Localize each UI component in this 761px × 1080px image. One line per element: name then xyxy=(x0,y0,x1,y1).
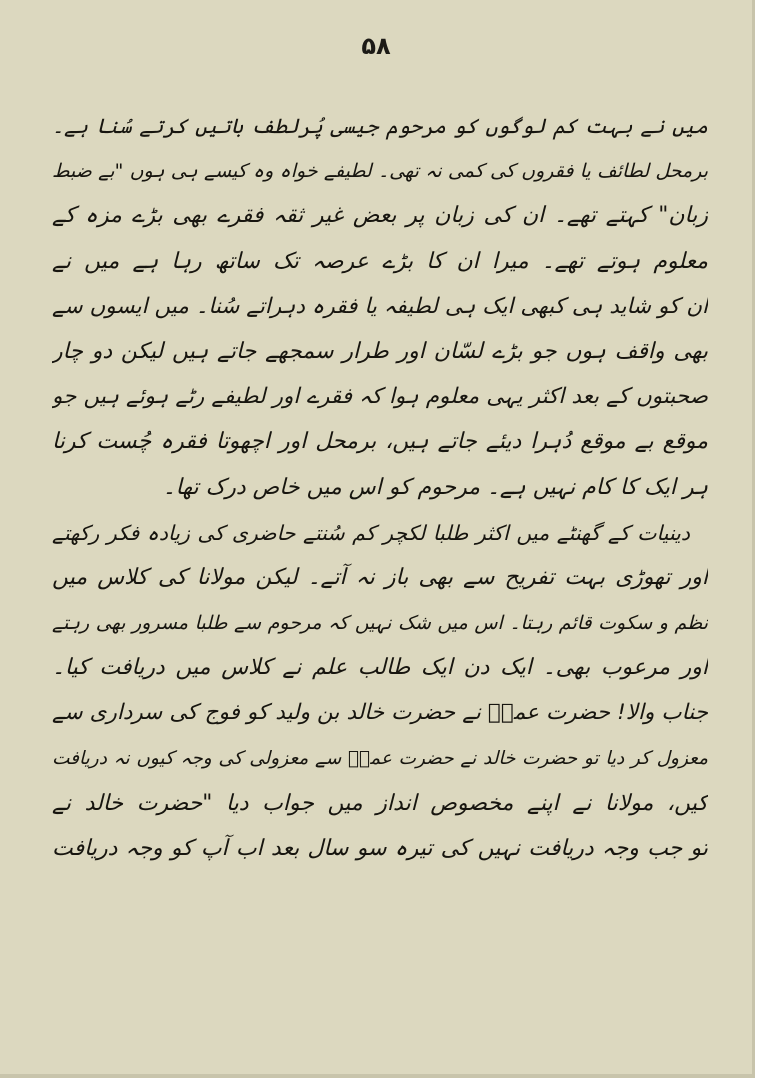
text-line: اور مرعوب بھی۔ ایک دن ایک طالب علم نے کلاس میں دریافت کیا۔ xyxy=(52,655,708,681)
text-line: اور تھوڑی بہت تفریح سے بھی باز نہ آتے۔ لیکن مولانا کی کلاس میں xyxy=(52,564,708,590)
text-line: دینیات کے گھنٹے میں اکثر طلبا لکچر کم سُنتے حاضری کی زیادہ فکر رکھتے xyxy=(52,520,690,545)
text-line: زبان" کہتے تھے۔ ان کی زبان پر بعض غیر ثقہ فقرے بھی بڑے مزہ کے xyxy=(52,203,708,229)
text-line: برمحل لطائف یا فقروں کی کمی نہ تھی۔ لطیفے خواہ وہ کیسے ہی ہوں "بے ضبط xyxy=(52,160,708,183)
text-line: بھی واقف ہوں جو بڑے لسّان اور طرار سمجھے جاتے ہیں لیکن دو چار xyxy=(52,338,708,364)
text-line: ہر ایک کا کام نہیں ہے۔ مرحوم کو اس میں خاص درک تھا۔ xyxy=(162,474,708,500)
text-line: موقع بے موقع دُہرا دیئے جاتے ہیں، برمحل اور اچھوتا فقرہ چُست کرنا xyxy=(52,429,708,455)
text-line: معلوم ہوتے تھے۔ میرا ان کا بڑے عرصہ تک ساتھ رہا ہے میں نے xyxy=(52,248,708,274)
text-line: کیں، مولانا نے اپنے مخصوص انداز میں جواب دیا "حضرت خالد نے xyxy=(52,790,708,816)
text-line: جناب والا! حضرت عمرؓ نے حضرت خالد بن ولید کو فوج کی سرداری سے xyxy=(52,700,708,726)
body-text xyxy=(52,106,708,874)
text-line: تو جب وجہ دریافت نہیں کی تیرہ سو سال بعد اب آپ کو وجہ دریافت xyxy=(52,836,708,861)
text-line: صحبتوں کے بعد اکثر یہی معلوم ہوا کہ فقرے اور لطیفے رٹے ہوئے ہیں جو xyxy=(52,384,708,410)
text-line: نظم و سکوت قائم رہتا۔ اس میں شک نہیں کہ مرحوم سے طلبا مسرور بھی رہتے xyxy=(52,612,708,635)
text-line: معزول کر دیا تو حضرت خالد نے حضرت عمرؓ سے معزولی کی وجہ کیوں نہ دریافت xyxy=(52,747,708,769)
text-line: میں نے بہت کم لوگوں کو مرحوم جیسی پُرلطف باتیں کرتے سُنا ہے۔ xyxy=(52,114,708,138)
page-number: ۵۸ xyxy=(361,32,391,60)
text-line: ان کو شاید ہی کبھی ایک ہی لطیفہ یا فقرہ دہراتے سُنا۔ میں ایسوں سے xyxy=(52,293,708,319)
